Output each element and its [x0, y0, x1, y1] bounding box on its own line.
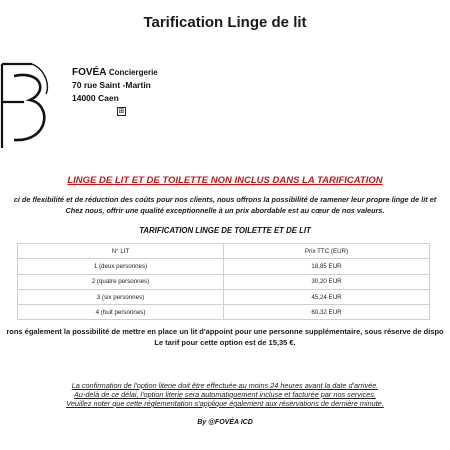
- table-row: [18, 289, 430, 304]
- extra-line-2: Le tarif pour cette option est de 15,35 €.: [154, 338, 296, 347]
- company-info: [72, 66, 158, 105]
- table-title: TARIFICATION LINGE DE TOILETTE ET DE LIT: [139, 226, 311, 235]
- address-line-2: 14000 Caen: [72, 93, 119, 103]
- extra-bed-paragraph: [0, 326, 450, 348]
- company-name: FOVÉA: [72, 67, 107, 78]
- confirmation-note: [0, 381, 450, 408]
- address-line-1: 70 rue Saint -Martin: [72, 80, 151, 90]
- bed-cell: 4 (huit personnes): [18, 305, 224, 320]
- fovea-logo: [0, 56, 60, 156]
- price-cell: 60,32 EUR: [224, 305, 430, 320]
- confirmation-line-2: Au-delà de ce délai, l'option literie sera automatiquement incluse et facturée par nos services.: [74, 390, 376, 399]
- table-row: [18, 259, 430, 274]
- bed-cell: 3 (six personnes): [18, 289, 224, 304]
- intro-paragraph: [0, 194, 450, 216]
- pricing-table: [17, 243, 430, 320]
- confirmation-line-1: La confirmation de l'option literie doit être effectuée au moins 24 heures avant la date d'arrivée.: [71, 381, 379, 390]
- price-cell: 18,85 EUR: [224, 259, 430, 274]
- company-subtitle: Conciergerie: [108, 68, 158, 77]
- expand-box-icon[interactable]: ⊞: [118, 108, 125, 115]
- price-cell: 45,24 EUR: [224, 289, 430, 304]
- intro-line-2: Chez nous, offrir une qualité exceptionnelle à un prix abordable est au cœur de nos valeurs.: [65, 206, 385, 215]
- bed-cell: 2 (quatre personnes): [18, 274, 224, 289]
- extra-line-1: rons également la possibilité de mettre en place un lit d'appoint pour une personne supplémentaire, sous réserve de dispo: [6, 327, 444, 336]
- page-title: Tarification Linge de lit: [143, 14, 307, 31]
- price-cell: 30,20 EUR: [224, 274, 430, 289]
- bed-cell: 1 (deux personnes): [18, 259, 224, 274]
- table-header-row: [18, 244, 430, 259]
- signature: By @FOVÉA ICD: [197, 419, 253, 426]
- table-row: [18, 274, 430, 289]
- bedding-notice: LINGE DE LIT ET DE TOILETTE NON INCLUS DANS LA TARIFICATION: [67, 175, 383, 186]
- header-bed-number: N° LIT: [18, 244, 224, 259]
- table-row: [18, 305, 430, 320]
- confirmation-line-3: Veuillez noter que cette réglementation s'applique également aux réservations de dernière minute.: [66, 399, 384, 408]
- intro-line-1: ci de flexibilité et de réduction des coûts pour nos clients, nous offrons la possibilité de ramener leur propre linge de lit et: [13, 195, 437, 204]
- header-price: Prix TTC (EUR): [224, 244, 430, 259]
